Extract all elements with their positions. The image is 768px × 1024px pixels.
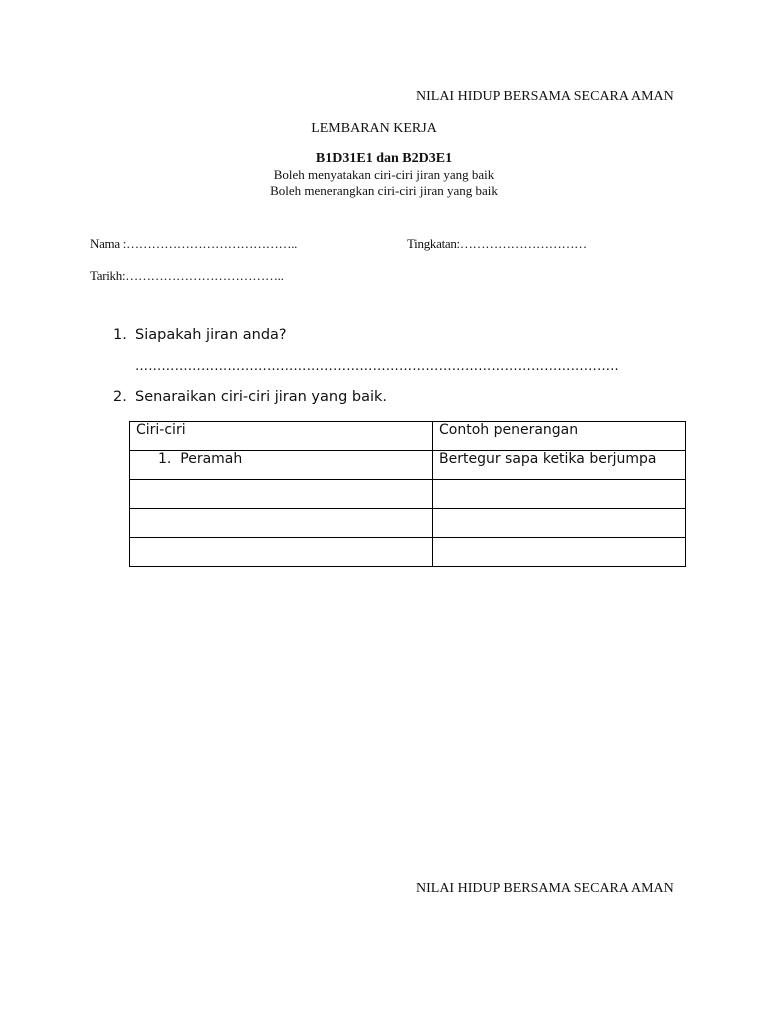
table-cell-contoh[interactable] xyxy=(433,480,686,509)
nama-field[interactable]: Nama :………………………………….. xyxy=(90,236,298,251)
header-title: NILAI HIDUP BERSAMA SECARA AMAN xyxy=(416,89,674,104)
table-row xyxy=(130,480,686,509)
table-row xyxy=(130,538,686,567)
table-cell-ciri[interactable] xyxy=(130,480,433,509)
table-header-row xyxy=(130,422,686,451)
question-1 xyxy=(113,327,287,343)
question-number: 1. xyxy=(113,327,127,343)
objective-2: Boleh menerangkan ciri-ciri jiran yang baik xyxy=(270,183,498,198)
table-row xyxy=(130,509,686,538)
header-cell-contoh: Contoh penerangan xyxy=(433,422,686,451)
question-text: Siapakah jiran anda? xyxy=(135,327,287,343)
answer-line[interactable]: ……………………………………………………………………………………………….. xyxy=(135,359,619,374)
worksheet-label: LEMBARAN KERJA xyxy=(311,121,437,136)
objective-1: Boleh menyatakan ciri-ciri jiran yang baik xyxy=(273,167,495,182)
tingkatan-field[interactable]: Tingkatan:………………………… xyxy=(407,236,587,251)
table-cell-ciri[interactable] xyxy=(130,451,433,480)
objective-code: B1D31E1 dan B2D3E1 xyxy=(315,151,453,166)
table-cell-contoh[interactable] xyxy=(433,538,686,567)
list-number: 1. xyxy=(158,451,172,467)
question-text: Senaraikan ciri-ciri jiran yang baik. xyxy=(135,389,388,405)
table-cell-ciri[interactable] xyxy=(130,538,433,567)
tarikh-field[interactable]: Tarikh:……………………………….. xyxy=(90,268,284,283)
ciri-text: Peramah xyxy=(180,451,243,467)
table-cell-contoh[interactable]: Bertegur sapa ketika berjumpa xyxy=(433,451,686,480)
footer-title: NILAI HIDUP BERSAMA SECARA AMAN xyxy=(416,881,674,896)
question-2 xyxy=(113,389,387,405)
table-row xyxy=(130,451,686,480)
question-number: 2. xyxy=(113,389,127,405)
header-cell-ciri: Ciri-ciri xyxy=(130,422,433,451)
characteristics-table xyxy=(129,421,686,567)
table-cell-ciri[interactable] xyxy=(130,509,433,538)
table-cell-contoh[interactable] xyxy=(433,509,686,538)
